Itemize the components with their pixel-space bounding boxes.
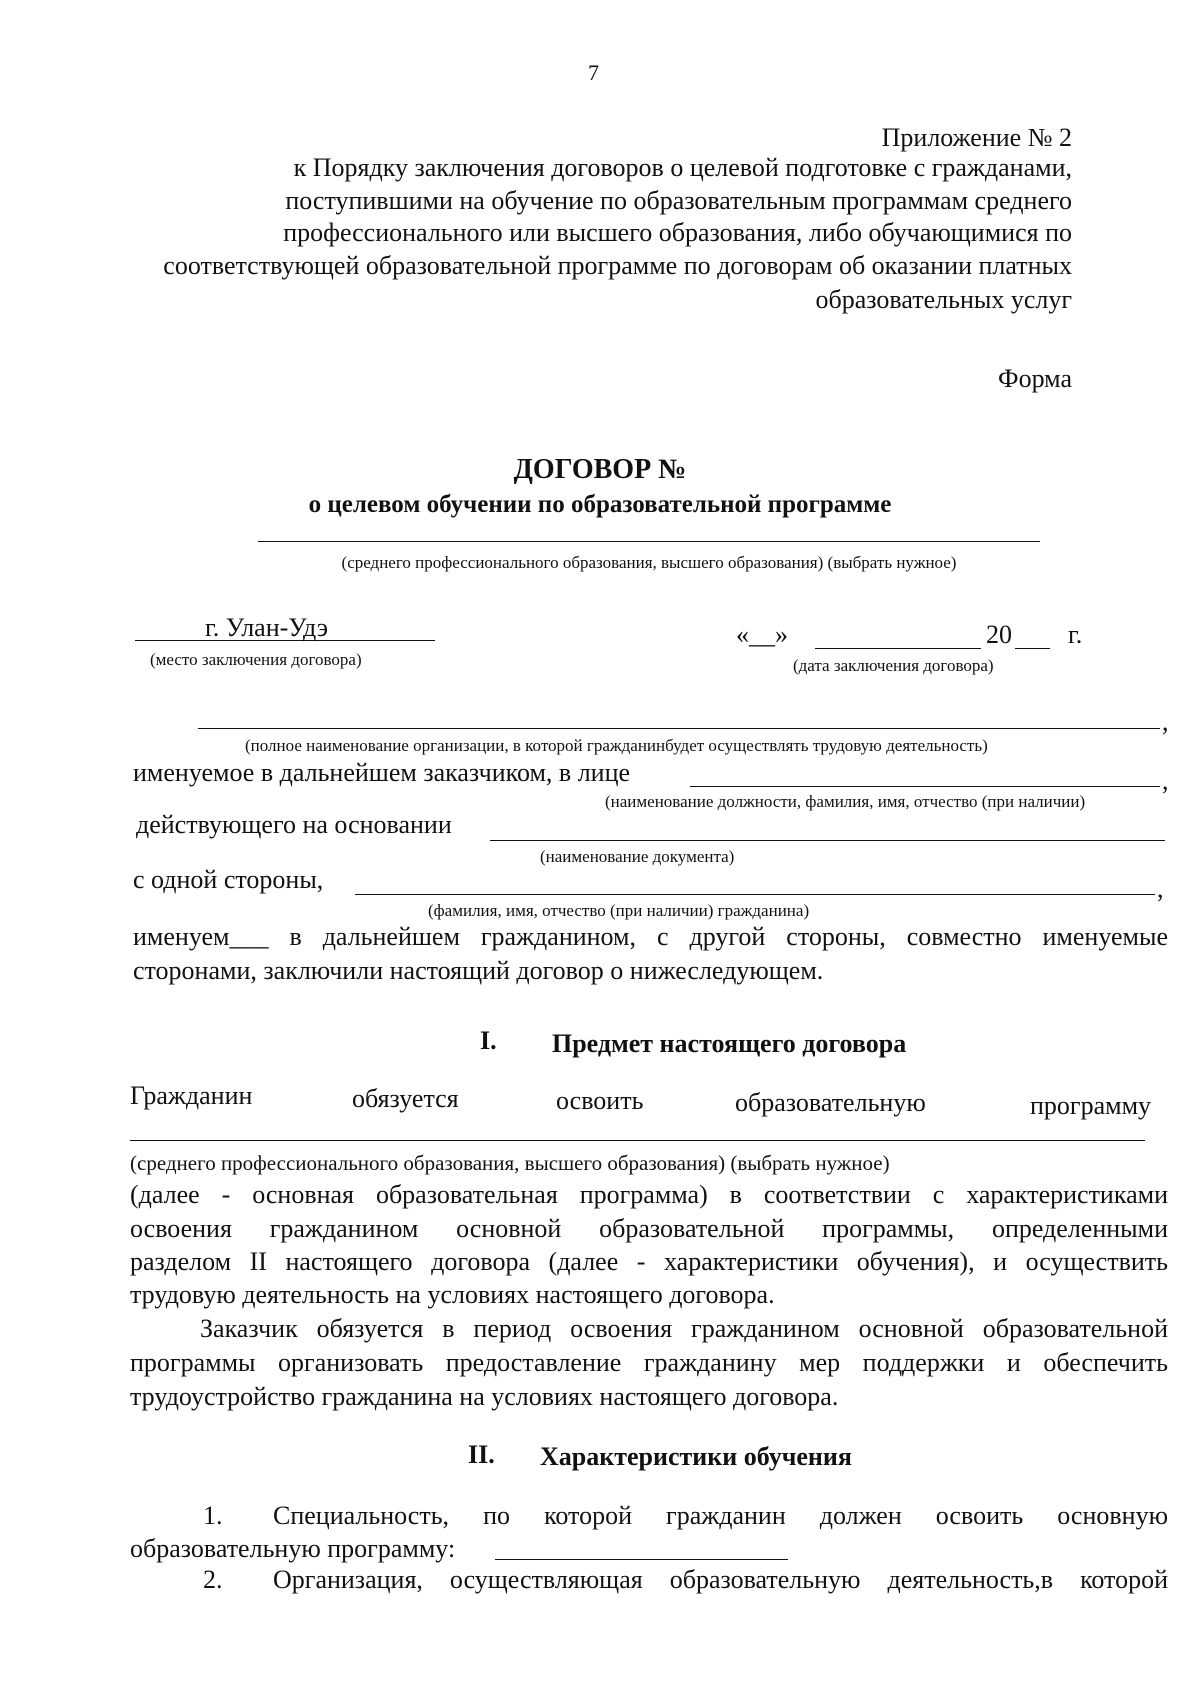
section-title: Предмет настоящего договора xyxy=(552,1029,907,1058)
item-line: Организация, осуществляющая образовательную деятельность,в которой xyxy=(273,1565,1168,1594)
specialty-line xyxy=(495,1559,788,1560)
paragraph-line: освоения гражданином основной образовательной программы, определенными xyxy=(130,1214,1168,1243)
acting-basis-text: действующего на основании xyxy=(136,810,452,839)
item-line: Специальность, по которой гражданин должен освоить основную xyxy=(273,1501,1168,1530)
paragraph-line: трудовую деятельность на условиях настоящего договора. xyxy=(130,1280,775,1309)
paragraph-line: (далее - основная образовательная программа) в соответствии с характеристиками xyxy=(130,1180,1168,1209)
justified-word: программу xyxy=(1030,1091,1152,1120)
organization-caption: (полное наименование организации, в которой гражданинбудет осуществлять трудовую деятельность) xyxy=(245,736,988,755)
appendix-line: образовательных услуг xyxy=(815,285,1072,314)
section-title: Характеристики обучения xyxy=(540,1442,852,1471)
named-customer-text: именуемое в дальнейшем заказчиком, в лице xyxy=(133,758,631,787)
representative-line xyxy=(690,786,1160,787)
paragraph-line: разделом II настоящего договора (далее - характеристики обучения), и осуществить xyxy=(130,1247,1168,1276)
justified-word: образовательную xyxy=(735,1088,926,1117)
date-caption: (дата заключения договора) xyxy=(793,656,994,675)
section-number: I. xyxy=(480,1026,497,1055)
contract-subtitle: о целевом обучении по образовательной программе xyxy=(308,491,892,518)
appendix-title: Приложение № 2 xyxy=(881,123,1072,152)
section-number: II. xyxy=(468,1440,495,1469)
page-number: 7 xyxy=(588,60,599,85)
program-line xyxy=(130,1140,1145,1141)
paragraph-line: Заказчик обязуется в период освоения гражданином основной образовательной xyxy=(200,1314,1168,1343)
item-number: 2. xyxy=(203,1565,223,1594)
date-year-prefix: 20 xyxy=(986,620,1012,649)
appendix-line: профессионального или высшего образования, либо обучающимися по xyxy=(283,218,1072,247)
program-type-caption: (среднего профессионального образования, высшего образования) (выбрать нужное) xyxy=(341,553,957,572)
named-citizen-line: сторонами, заключили настоящий договор о нижеследующем. xyxy=(133,956,824,985)
justified-word: обязуется xyxy=(352,1084,459,1113)
comma: , xyxy=(1162,707,1169,736)
appendix-line: поступившими на обучение по образовательным программам среднего xyxy=(285,186,1072,215)
organization-line xyxy=(198,728,1160,729)
comma: , xyxy=(1157,874,1164,903)
form-label: Форма xyxy=(998,364,1072,393)
program-type-line xyxy=(258,541,1040,542)
justified-word: Гражданин xyxy=(130,1081,253,1110)
place-value: г. Улан-Удэ xyxy=(205,613,329,642)
basis-document-line xyxy=(490,840,1165,841)
item-number: 1. xyxy=(203,1501,223,1530)
citizen-caption: (фамилия, имя, отчество (при наличии) гражданина) xyxy=(428,901,810,920)
contract-title: ДОГОВОР № xyxy=(513,454,687,485)
date-day: «__» xyxy=(736,620,788,649)
document-caption: (наименование документа) xyxy=(540,847,735,866)
justified-word: освоить xyxy=(556,1086,644,1115)
position-caption: (наименование должности, фамилия, имя, отчество (при наличии) xyxy=(605,792,1086,811)
named-citizen-line: именуем___ в дальнейшем гражданином, с другой стороны, совместно именуемые xyxy=(133,922,1168,951)
item-line: образовательную программу: xyxy=(130,1534,456,1563)
one-side-text: с одной стороны, xyxy=(133,865,324,894)
paragraph-line: программы организовать предоставление гражданину мер поддержки и обеспечить xyxy=(130,1348,1168,1377)
date-year-line xyxy=(1015,648,1050,649)
date-month-line xyxy=(815,648,981,649)
appendix-line: соответствующей образовательной программе по договорам об оказании платных xyxy=(163,251,1072,280)
program-caption: (среднего профессионального образования, высшего образования) (выбрать нужное) xyxy=(130,1151,890,1175)
comma: , xyxy=(1162,766,1169,795)
place-caption: (место заключения договора) xyxy=(150,650,362,669)
date-year-suffix: г. xyxy=(1068,620,1083,649)
appendix-line: к Порядку заключения договоров о целевой подготовке с гражданами, xyxy=(293,153,1072,182)
paragraph-line: трудоустройство гражданина на условиях настоящего договора. xyxy=(130,1382,839,1411)
citizen-line xyxy=(355,894,1155,895)
